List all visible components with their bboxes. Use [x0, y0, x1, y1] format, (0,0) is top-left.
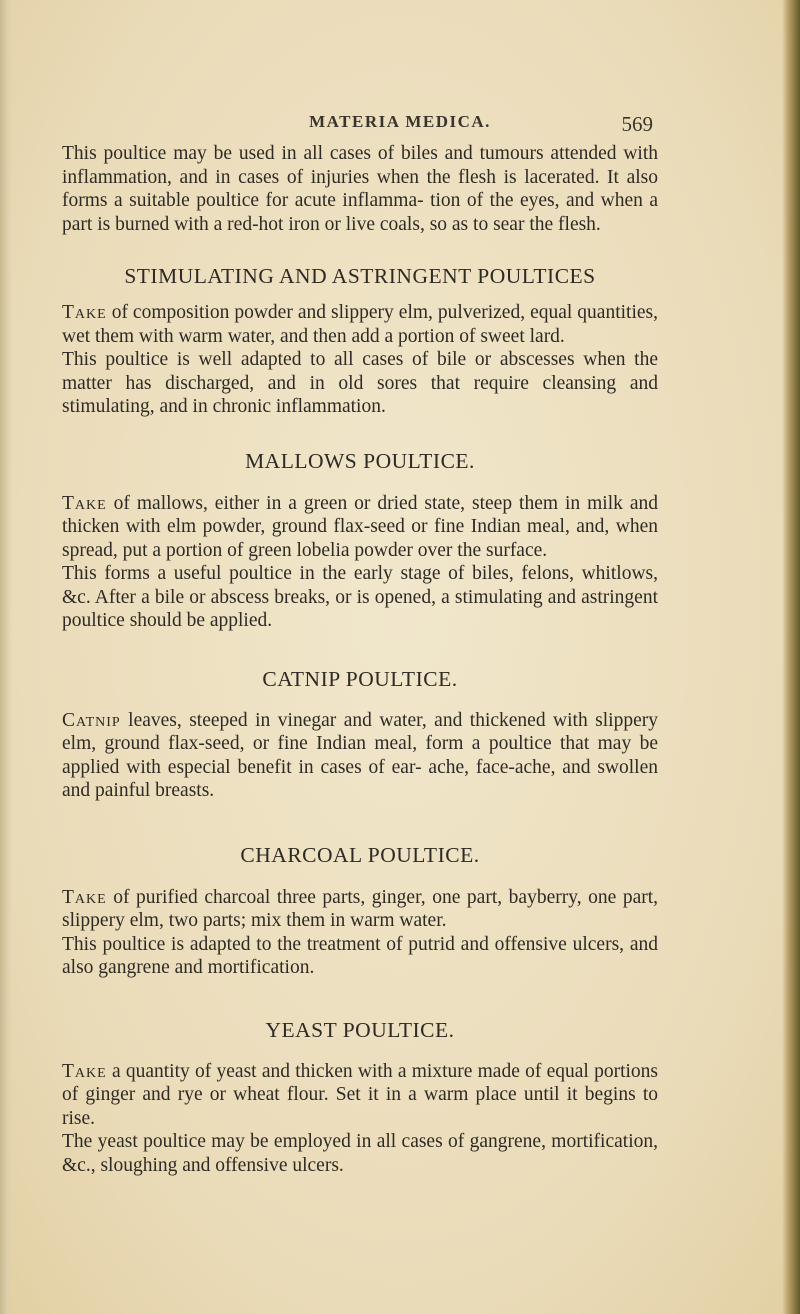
lead-word: Take — [62, 492, 107, 514]
running-head: MATERIA MEDICA. — [309, 112, 491, 131]
section-yeast-p1: Take a quantity of yeast and thicken with a mixture made of equal portions of ginger and rye or wheat flour. Set it in a warm place until it begins to rise. — [62, 1060, 659, 1129]
lead-word: Take — [62, 886, 107, 908]
lead-word: Take — [62, 1060, 107, 1082]
section-heading-mallows: MALLOWS POULTICE. — [245, 448, 475, 473]
page-right-edge — [782, 0, 800, 1314]
section-charcoal-p1: Take of purified charcoal three parts, ginger, one part, bayberry, one part, slippery elm, two parts; mix them in warm water. — [62, 886, 659, 931]
intro-paragraph: This poultice may be used in all cases of biles and tumours attended with inflammation, and in cases of injuries when the flesh is lacerated. It also forms a suitable poultice for acute inflamma- tion of the eyes, and when a part is burned with a red-hot iron or live coals, so as to sear the flesh. — [62, 143, 658, 235]
section-heading-stimulating: STIMULATING AND ASTRINGENT POULTICES — [124, 264, 596, 288]
page-number: 569 — [621, 112, 653, 136]
section-yeast-p2: The yeast poultice may be employed in all cases of gangrene, mortification, &c., sloughing and offensive ulcers. — [62, 1131, 658, 1176]
section-heading-catnip: CATNIP POULTICE. — [262, 666, 458, 691]
page-body — [62, 142, 658, 1177]
section-charcoal-p2: This poultice is adapted to the treatment of putrid and offensive ulcers, and also gangrene and mortification. — [62, 933, 658, 978]
section-heading-charcoal: CHARCOAL POULTICE. — [240, 842, 480, 867]
section-heading-yeast: YEAST POULTICE. — [265, 1017, 455, 1042]
page-left-edge — [0, 0, 12, 1314]
section-stimulating-p2: This poultice is well adapted to all cases of bile or abscesses when the matter has discharged, and in old sores that require cleansing and stimulating, and in chronic inflammation. — [62, 349, 658, 417]
lead-word: Catnip — [62, 709, 121, 731]
section-mallows-p2: This forms a useful poultice in the early stage of biles, felons, whitlows, &c. After a bile or abscess breaks, or is opened, a stimulating and astringent poultice should be applied. — [62, 563, 658, 631]
section-catnip-p1: Catnip leaves, steeped in vinegar and water, and thickened with slippery elm, ground flax-seed, or fine Indian meal, form a poultice that may be applied with especial benefit in cases of ear- ache, face-ache, and swollen and painful breasts. — [62, 709, 658, 801]
section-mallows-p1: Take of mallows, either in a green or dried state, steep them in milk and thicken with elm powder, ground flax-seed or fine Indian meal, and, when spread, put a portion of green lobelia powder over the surface. — [62, 492, 659, 561]
lead-word: Take — [62, 302, 107, 323]
page-header — [0, 112, 800, 142]
section-stimulating-p1: Take of composition powder and slippery elm, pulverized, equal quantities, wet them with warm water, and then add a portion of sweet lard. — [62, 302, 658, 347]
